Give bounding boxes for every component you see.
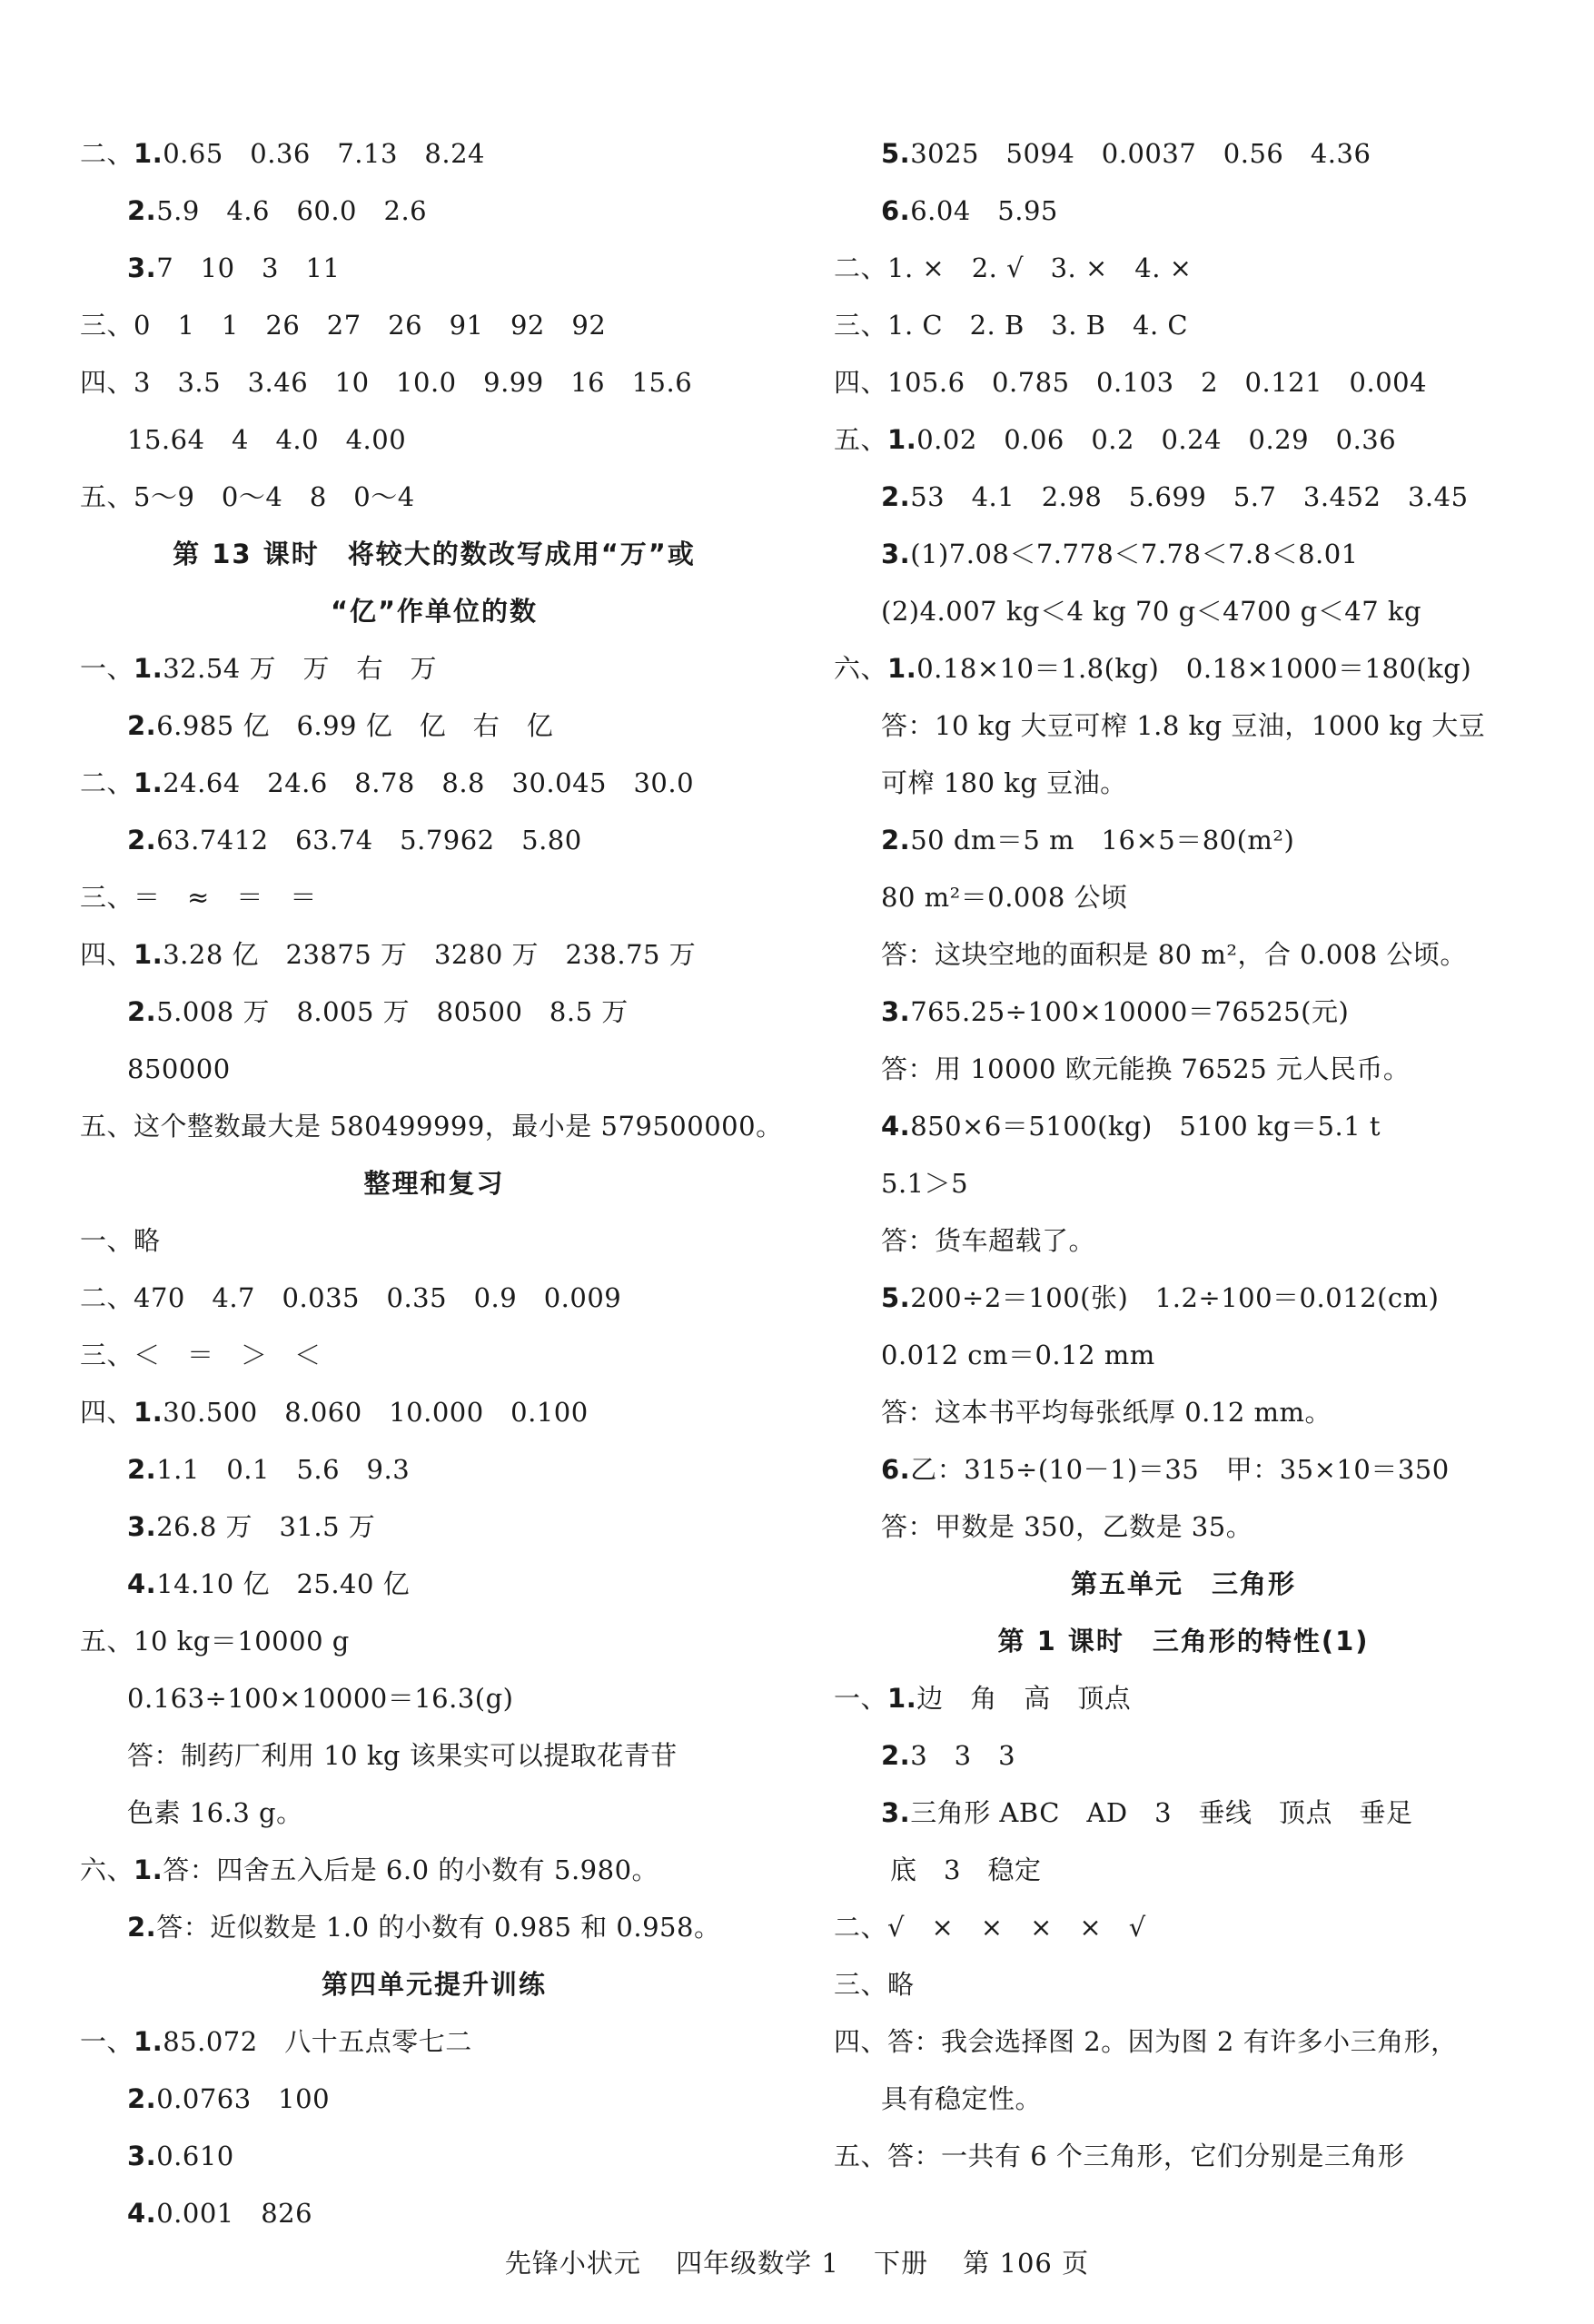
answer-text: 0.012 cm＝0.12 mm bbox=[881, 1340, 1155, 1370]
answer-text: 0.0763 100 bbox=[156, 2083, 331, 2114]
section-prefix: 二、 bbox=[834, 252, 888, 283]
item-number: 1. bbox=[887, 653, 917, 684]
answer-line bbox=[834, 1212, 1533, 1270]
section-prefix: 一、 bbox=[80, 653, 134, 684]
answer-text: 1.1 0.1 5.6 9.3 bbox=[156, 1454, 411, 1485]
answer-text: 80 m²＝0.008 公顷 bbox=[881, 882, 1128, 913]
answer-line bbox=[80, 2013, 788, 2071]
answer-line bbox=[80, 1212, 788, 1270]
answer-line bbox=[834, 469, 1533, 526]
answer-text: 答：货车超载了。 bbox=[881, 1225, 1096, 1256]
answer-text: 答：近似数是 1.0 的小数有 0.985 和 0.958。 bbox=[156, 1912, 721, 1943]
item-number: 2. bbox=[127, 195, 157, 226]
answer-line bbox=[834, 1842, 1533, 1899]
answer-text: “亿”作单位的数 bbox=[330, 596, 539, 627]
answer-line bbox=[834, 1384, 1533, 1441]
section-prefix: 四、 bbox=[80, 939, 134, 970]
answer-text: 30.500 8.060 10.000 0.100 bbox=[163, 1397, 589, 1428]
answer-line bbox=[834, 812, 1533, 869]
item-number: 1. bbox=[134, 2026, 163, 2057]
answer-text: √ × × × × √ bbox=[887, 1912, 1146, 1943]
answer-line bbox=[834, 354, 1533, 411]
item-number: 3. bbox=[881, 1797, 911, 1828]
section-prefix: 三、 bbox=[834, 1969, 888, 2000]
answer-text: 第 13 课时 将较大的数改写成用“万”或 bbox=[173, 539, 696, 569]
answer-text: 26.8 万 31.5 万 bbox=[156, 1511, 376, 1542]
item-number: 1. bbox=[134, 653, 163, 684]
answer-line bbox=[80, 1842, 788, 1899]
answer-text: 三角形 ABC AD 3 垂线 顶点 垂足 bbox=[910, 1797, 1413, 1828]
answer-line bbox=[834, 1785, 1533, 1842]
section-prefix: 四、 bbox=[834, 367, 888, 398]
answer-line bbox=[80, 1613, 788, 1670]
answer-line bbox=[834, 1327, 1533, 1384]
section-prefix: 五、 bbox=[80, 1111, 134, 1142]
answer-text: (1)7.08＜7.778＜7.78＜7.8＜8.01 bbox=[910, 539, 1359, 569]
answer-line bbox=[80, 469, 788, 526]
answer-text: 63.7412 63.74 5.7962 5.80 bbox=[156, 825, 582, 855]
item-number: 4. bbox=[127, 2198, 157, 2229]
answer-line bbox=[80, 354, 788, 411]
answer-line bbox=[834, 1498, 1533, 1556]
answer-line bbox=[80, 1785, 788, 1842]
section-heading bbox=[80, 583, 788, 640]
item-number: 3. bbox=[881, 996, 911, 1027]
answer-text: 答：制药厂利用 10 kg 该果实可以提取花青苷 bbox=[127, 1740, 678, 1771]
answer-text: 第五单元 三角形 bbox=[1070, 1568, 1296, 1599]
item-number: 5. bbox=[881, 138, 911, 169]
item-number: 2. bbox=[127, 1454, 157, 1485]
item-number: 4. bbox=[127, 1568, 157, 1599]
answer-line bbox=[834, 640, 1533, 697]
section-prefix: 四、 bbox=[834, 2026, 888, 2057]
answer-line bbox=[834, 1155, 1533, 1212]
answer-line bbox=[834, 183, 1533, 240]
item-number: 3. bbox=[127, 252, 157, 283]
section-heading bbox=[80, 1155, 788, 1212]
answer-text: 具有稳定性。 bbox=[881, 2083, 1043, 2114]
section-prefix: 一、 bbox=[80, 1225, 134, 1256]
answer-line bbox=[80, 125, 788, 183]
answer-line bbox=[80, 183, 788, 240]
section-prefix: 三、 bbox=[80, 1340, 134, 1370]
section-prefix: 四、 bbox=[80, 1397, 134, 1428]
section-prefix: 三、 bbox=[80, 882, 134, 913]
section-prefix: 二、 bbox=[80, 138, 134, 169]
answer-line bbox=[834, 1098, 1533, 1155]
answer-text: (2)4.007 kg＜4 kg 70 g＜4700 g＜47 kg bbox=[881, 596, 1422, 627]
item-number: 1. bbox=[134, 1854, 163, 1885]
answer-text: 850×6＝5100(kg) 5100 kg＝5.1 t bbox=[910, 1111, 1381, 1142]
answer-text: 底 3 稳定 bbox=[890, 1854, 1042, 1885]
item-number: 1. bbox=[134, 1397, 163, 1428]
answer-line bbox=[80, 869, 788, 926]
answer-text: 边 角 高 顶点 bbox=[916, 1683, 1132, 1714]
footer-subject: 四年级数学 1 bbox=[676, 2248, 839, 2279]
answer-line bbox=[834, 1041, 1533, 1098]
section-prefix: 一、 bbox=[834, 1683, 888, 1714]
answer-line bbox=[80, 1327, 788, 1384]
item-number: 5. bbox=[881, 1282, 911, 1313]
answer-text: 答：一共有 6 个三角形，它们分别是三角形 bbox=[887, 2141, 1405, 2171]
answer-text: 乙：315÷(10－1)＝35 甲：35×10＝350 bbox=[910, 1454, 1450, 1485]
answer-line bbox=[834, 411, 1533, 469]
answer-text: ＜ ＝ ＞ ＜ bbox=[134, 1340, 322, 1370]
answer-line bbox=[834, 125, 1533, 183]
answer-line bbox=[834, 240, 1533, 297]
answer-text: 14.10 亿 25.40 亿 bbox=[156, 1568, 411, 1599]
answer-line bbox=[80, 2185, 788, 2242]
page-footer bbox=[0, 2243, 1594, 2280]
answer-line bbox=[80, 640, 788, 697]
answer-line bbox=[834, 1899, 1533, 1956]
answer-text: 答：甲数是 350，乙数是 35。 bbox=[881, 1511, 1253, 1542]
answer-line bbox=[80, 240, 788, 297]
section-prefix: 五、 bbox=[834, 2141, 888, 2171]
answer-line bbox=[834, 869, 1533, 926]
answer-line bbox=[80, 1556, 788, 1613]
answer-line bbox=[80, 1098, 788, 1155]
answer-text: 0 1 1 26 27 26 91 92 92 bbox=[134, 310, 607, 341]
answer-text: 0.65 0.36 7.13 8.24 bbox=[163, 138, 486, 169]
answer-text: 10 kg＝10000 g bbox=[134, 1626, 350, 1656]
answer-text: 5.9 4.6 60.0 2.6 bbox=[156, 195, 428, 226]
item-number: 1. bbox=[134, 767, 163, 798]
answer-text: 3 3 3 bbox=[910, 1740, 1016, 1771]
item-number: 3. bbox=[127, 2141, 157, 2171]
answer-text: 7 10 3 11 bbox=[156, 252, 341, 283]
answer-text: 470 4.7 0.035 0.35 0.9 0.009 bbox=[134, 1282, 622, 1313]
item-number: 1. bbox=[134, 939, 163, 970]
section-prefix: 三、 bbox=[834, 310, 888, 341]
answer-line bbox=[80, 297, 788, 354]
item-number: 3. bbox=[127, 1511, 157, 1542]
answer-line bbox=[834, 2071, 1533, 2128]
answer-text: 答：四舍五入后是 6.0 的小数有 5.980。 bbox=[163, 1854, 659, 1885]
answer-text: 第四单元提升训练 bbox=[321, 1969, 547, 2000]
answer-line bbox=[80, 812, 788, 869]
item-number: 3. bbox=[881, 539, 911, 569]
answer-text: 0.001 826 bbox=[156, 2198, 313, 2229]
answer-line bbox=[834, 583, 1533, 640]
answer-line bbox=[80, 755, 788, 812]
answer-text: 50 dm＝5 m 16×5＝80(m²) bbox=[910, 825, 1295, 855]
answer-line bbox=[834, 984, 1533, 1041]
answer-text: 答：这块空地的面积是 80 m²，合 0.008 公顷。 bbox=[881, 939, 1467, 970]
answer-line bbox=[80, 1384, 788, 1441]
item-number: 6. bbox=[881, 1454, 911, 1485]
answer-text: 6.985 亿 6.99 亿 亿 右 亿 bbox=[156, 710, 554, 741]
item-number: 2. bbox=[127, 825, 157, 855]
answer-line bbox=[834, 755, 1533, 812]
answer-text: 765.25÷100×10000＝76525(元) bbox=[910, 996, 1350, 1027]
answer-line bbox=[80, 1270, 788, 1327]
item-number: 2. bbox=[881, 481, 911, 512]
section-prefix: 二、 bbox=[80, 767, 134, 798]
section-prefix: 四、 bbox=[80, 367, 134, 398]
answer-line bbox=[80, 1899, 788, 1956]
item-number: 1. bbox=[887, 424, 917, 455]
answer-text: 3.28 亿 23875 万 3280 万 238.75 万 bbox=[163, 939, 697, 970]
answer-text: 5.008 万 8.005 万 80500 8.5 万 bbox=[156, 996, 629, 1027]
answer-text: 答：这本书平均每张纸厚 0.12 mm。 bbox=[881, 1397, 1332, 1428]
answer-line bbox=[80, 697, 788, 755]
footer-brand: 先锋小状元 bbox=[504, 2248, 641, 2279]
answer-text: 答：用 10000 欧元能换 76525 元人民币。 bbox=[881, 1053, 1411, 1084]
answer-text: 6.04 5.95 bbox=[910, 195, 1058, 226]
section-prefix: 五、 bbox=[834, 424, 888, 455]
answer-text: 0.18×10＝1.8(kg) 0.18×1000＝180(kg) bbox=[916, 653, 1472, 684]
answer-line bbox=[834, 526, 1533, 583]
item-number: 1. bbox=[887, 1683, 917, 1714]
answer-text: 24.64 24.6 8.78 8.8 30.045 30.0 bbox=[163, 767, 695, 798]
section-prefix: 三、 bbox=[80, 310, 134, 341]
answer-line bbox=[834, 1727, 1533, 1785]
left-column bbox=[80, 125, 788, 2242]
answer-line bbox=[80, 1670, 788, 1727]
section-prefix: 二、 bbox=[80, 1282, 134, 1313]
item-number: 1. bbox=[134, 138, 163, 169]
answer-text: 1. C 2. B 3. B 4. C bbox=[887, 310, 1189, 341]
answer-line bbox=[834, 2128, 1533, 2185]
section-heading bbox=[834, 1556, 1533, 1613]
answer-text: 5～9 0～4 8 0～4 bbox=[134, 481, 415, 512]
answer-text: 答：10 kg 大豆可榨 1.8 kg 豆油，1000 kg 大豆 bbox=[881, 710, 1486, 741]
section-prefix: 二、 bbox=[834, 1912, 888, 1943]
item-number: 2. bbox=[127, 2083, 157, 2114]
right-column bbox=[834, 125, 1533, 2185]
answer-line bbox=[834, 297, 1533, 354]
answer-text: 答：我会选择图 2。因为图 2 有许多小三角形， bbox=[887, 2026, 1458, 2057]
item-number: 4. bbox=[881, 1111, 911, 1142]
item-number: 2. bbox=[127, 1912, 157, 1943]
answer-line bbox=[834, 1670, 1533, 1727]
answer-text: 85.072 八十五点零七二 bbox=[163, 2026, 472, 2057]
answer-text: 3 3.5 3.46 10 10.0 9.99 16 15.6 bbox=[134, 367, 693, 398]
answer-line bbox=[834, 1270, 1533, 1327]
answer-line bbox=[80, 2071, 788, 2128]
answer-text: 200÷2＝100(张) 1.2÷100＝0.012(cm) bbox=[910, 1282, 1440, 1313]
answer-line bbox=[834, 697, 1533, 755]
answer-line bbox=[80, 926, 788, 984]
item-number: 2. bbox=[127, 996, 157, 1027]
answer-text: 32.54 万 万 右 万 bbox=[163, 653, 437, 684]
footer-page-number: 第 106 页 bbox=[963, 2248, 1090, 2279]
answer-line bbox=[80, 1727, 788, 1785]
answer-line bbox=[80, 1498, 788, 1556]
answer-line bbox=[80, 1041, 788, 1098]
answer-text: 略 bbox=[887, 1969, 915, 2000]
answer-line bbox=[834, 926, 1533, 984]
answer-line bbox=[80, 2128, 788, 2185]
section-heading bbox=[80, 1956, 788, 2013]
item-number: 2. bbox=[881, 1740, 911, 1771]
answer-text: 53 4.1 2.98 5.699 5.7 3.452 3.45 bbox=[910, 481, 1469, 512]
answer-text: 1. × 2. √ 3. × 4. × bbox=[887, 252, 1193, 283]
answer-text: 105.6 0.785 0.103 2 0.121 0.004 bbox=[887, 367, 1428, 398]
section-prefix: 五、 bbox=[80, 1626, 134, 1656]
section-prefix: 五、 bbox=[80, 481, 134, 512]
section-prefix: 六、 bbox=[80, 1854, 134, 1885]
section-heading bbox=[80, 526, 788, 583]
section-heading bbox=[834, 1613, 1533, 1670]
answer-text: 850000 bbox=[127, 1053, 231, 1084]
answer-text: 整理和复习 bbox=[363, 1168, 505, 1199]
answer-line bbox=[834, 2013, 1533, 2071]
item-number: 2. bbox=[881, 825, 911, 855]
section-prefix: 六、 bbox=[834, 653, 888, 684]
answer-text: 色素 16.3 g。 bbox=[127, 1797, 303, 1828]
answer-text: 0.610 bbox=[156, 2141, 234, 2171]
answer-text: 5.1＞5 bbox=[881, 1168, 969, 1199]
answer-text: 3025 5094 0.0037 0.56 4.36 bbox=[910, 138, 1371, 169]
item-number: 2. bbox=[127, 710, 157, 741]
answer-text: 15.64 4 4.0 4.00 bbox=[127, 424, 407, 455]
answer-text: 略 bbox=[134, 1225, 161, 1256]
item-number: 6. bbox=[881, 195, 911, 226]
answer-text: 0.02 0.06 0.2 0.24 0.29 0.36 bbox=[916, 424, 1397, 455]
answer-line bbox=[834, 1956, 1533, 2013]
answer-line bbox=[80, 1441, 788, 1498]
answer-line bbox=[834, 1441, 1533, 1498]
answer-line bbox=[80, 411, 788, 469]
answer-line bbox=[80, 984, 788, 1041]
answer-text: 可榨 180 kg 豆油。 bbox=[881, 767, 1127, 798]
answer-text: ＝ ≈ ＝ ＝ bbox=[134, 882, 317, 913]
section-prefix: 一、 bbox=[80, 2026, 134, 2057]
answer-text: 这个整数最大是 580499999，最小是 579500000。 bbox=[134, 1111, 783, 1142]
footer-volume: 下册 bbox=[874, 2248, 929, 2279]
answer-text: 0.163÷100×10000＝16.3(g) bbox=[127, 1683, 514, 1714]
answer-text: 第 1 课时 三角形的特性(1) bbox=[997, 1626, 1370, 1656]
